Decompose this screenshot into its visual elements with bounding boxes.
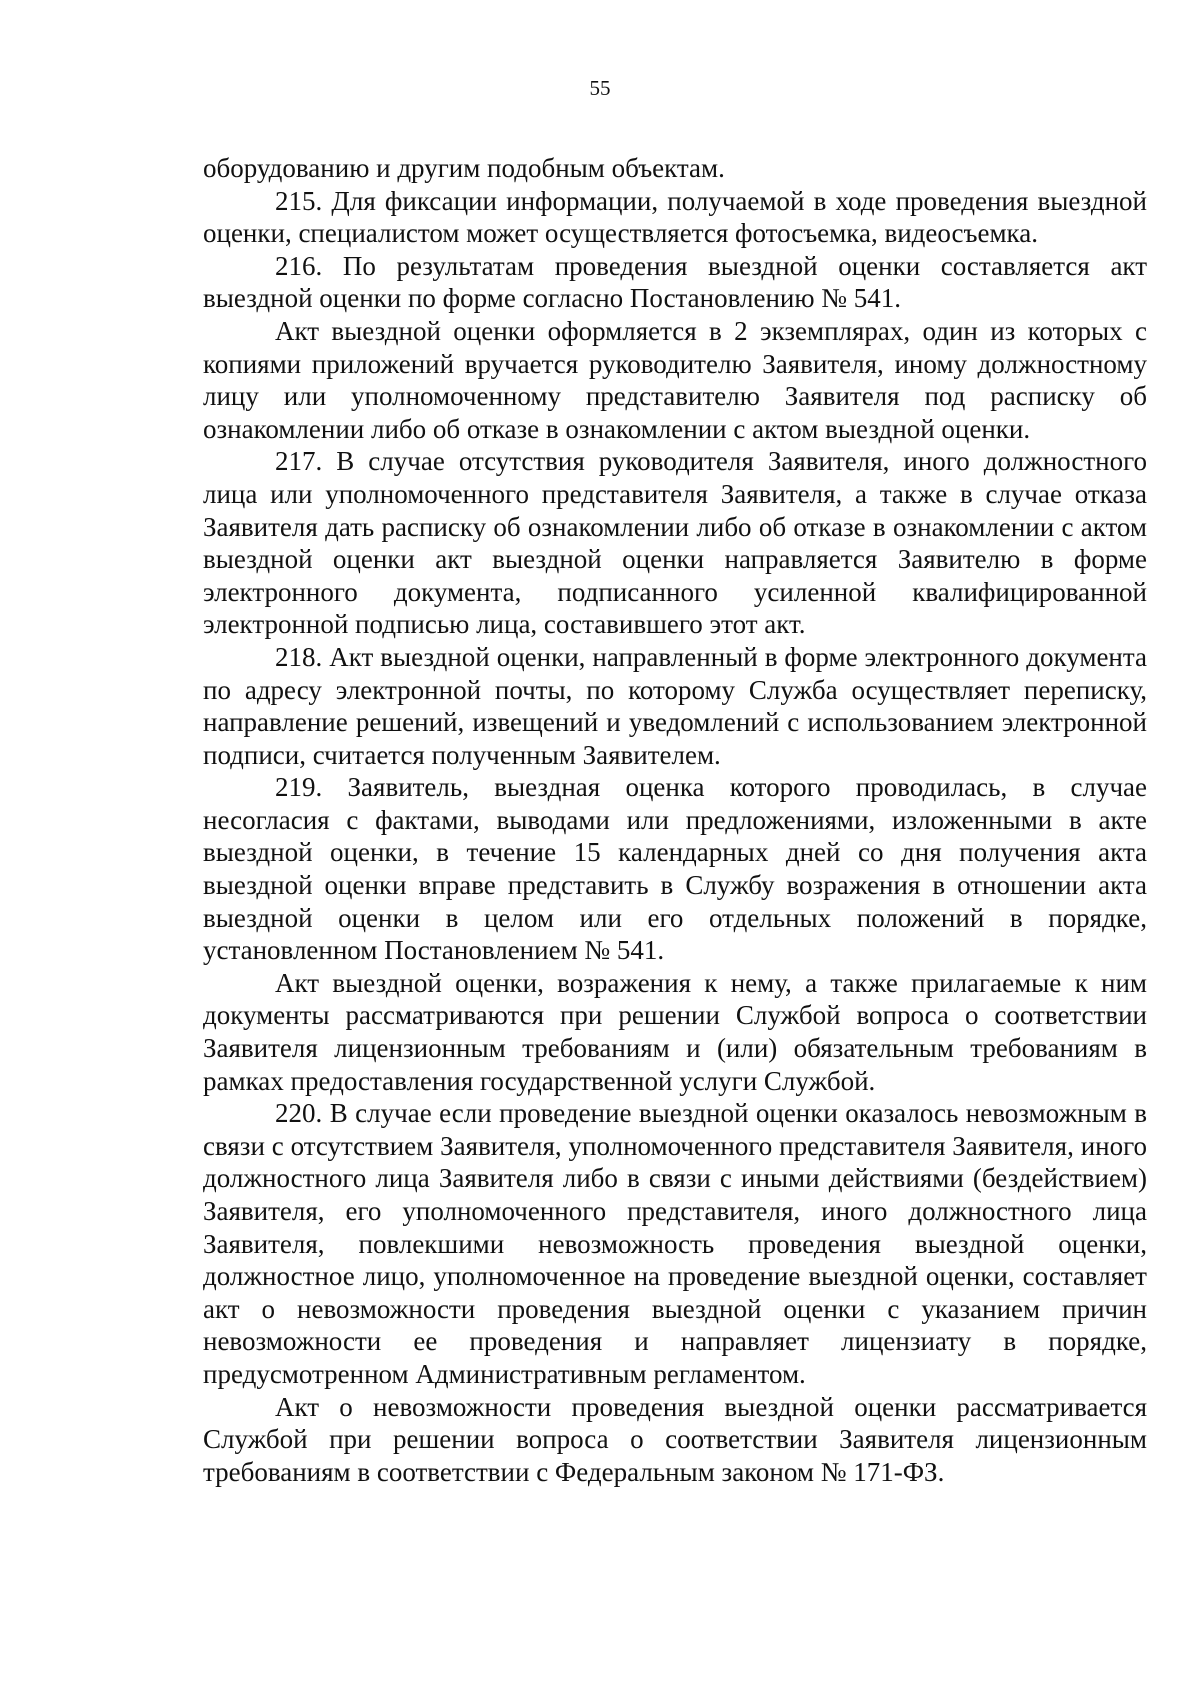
paragraph-216: 216. По результатам проведения выездной оценки составляется акт выездной оценки по форме согласно Постановлению № 541. <box>203 250 1147 314</box>
paragraph-216-act-copies: Акт выездной оценки оформляется в 2 экземплярах, один из которых с копиями приложений вручается руководителю Заявителя, иному должностному лицу или уполномоченному представителю Заявителя под расписку об ознакомлении либо об отказе в ознакомлении с актом выездной оценки. <box>203 315 1147 444</box>
paragraph-continuation: оборудованию и другим подобным объектам. <box>203 153 725 183</box>
document-body <box>203 152 1147 1488</box>
paragraph-220: 220. В случае если проведение выездной оценки оказалось невозможным в связи с отсутствием Заявителя, уполномоченного представителя Заявителя, иного должностного лица Заявителя либо в связи с иными действиями (бездействием) Заявителя, его уполномоченного представителя, иного должностного лица Заявителя, повлекшими невозможность проведения выездной оценки, должностное лицо, уполномоченное на проведение выездной оценки, составляет акт о невозможности проведения выездной оценки с указанием причин невозможности ее проведения и направляет лицензиату в порядке, предусмотренном Административным регламентом. <box>203 1098 1147 1389</box>
paragraph-220-impossibility-act: Акт о невозможности проведения выездной оценки рассматривается Службой при решении вопроса о соответствии Заявителя лицензионным требованиям в соответствии с Федеральным законом № 171-ФЗ. <box>203 1391 1147 1487</box>
paragraph-218: 218. Акт выездной оценки, направленный в форме электронного документа по адресу электронной почты, по которому Служба осуществляет переписку, направление решений, извещений и уведомлений с использованием электронной подписи, считается полученным Заявителем. <box>203 641 1147 770</box>
paragraph-219: 219. Заявитель, выездная оценка которого проводилась, в случае несогласия с фактами, выводами или предложениями, изложенными в акте выездной оценки, в течение 15 календарных дней со дня получения акта выездной оценки вправе представить в Службу возражения в отношении акта выездной оценки в целом или его отдельных положений в порядке, установленном Постановлением № 541. <box>203 772 1147 966</box>
page-number: 55 <box>589 76 611 100</box>
paragraph-217: 217. В случае отсутствия руководителя Заявителя, иного должностного лица или уполномоченного представителя Заявителя, а также в случае отказа Заявителя дать расписку об ознакомлении либо об отказе в ознакомлении с актом выездной оценки акт выездной оценки направляется Заявителю в форме электронного документа, подписанного усиленной квалифицированной электронной подписью лица, составившего этот акт. <box>203 446 1147 640</box>
paragraph-219-objections: Акт выездной оценки, возражения к нему, а также прилагаемые к ним документы рассматриваются при решении Службой вопроса о соответствии Заявителя лицензионным требованиям и (или) обязательным требованиям в рамках предоставления государственной услуги Службой. <box>203 967 1147 1096</box>
paragraph-215: 215. Для фиксации информации, получаемой в ходе проведения выездной оценки, специалистом может осуществляется фотосъемка, видеосъемка. <box>203 185 1147 249</box>
